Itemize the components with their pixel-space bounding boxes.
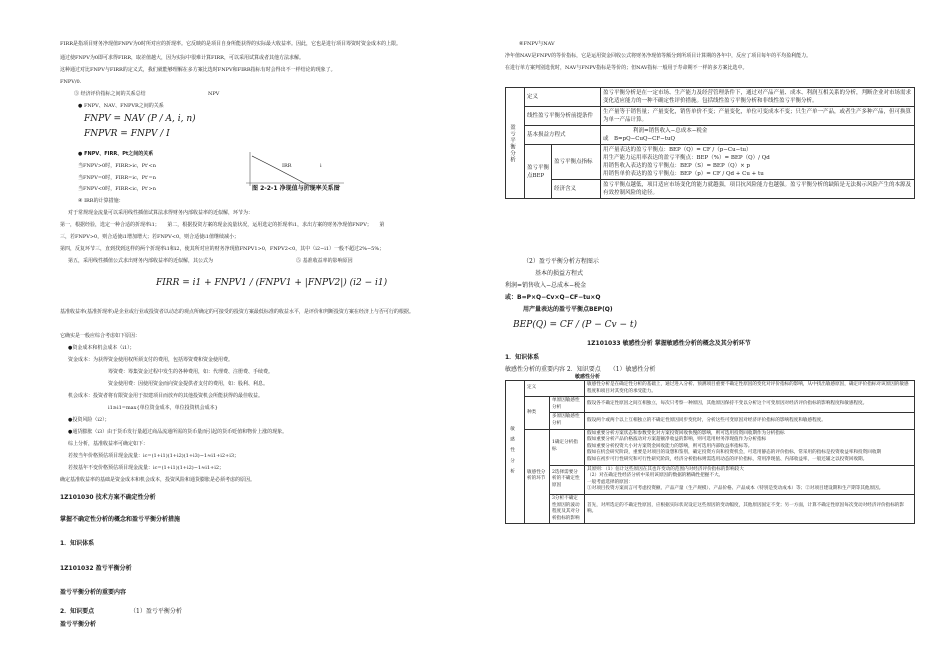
list-item: ●资金成本和机会成本（i1）； bbox=[68, 345, 135, 351]
paragraph: ⑤ 基准收益率的影响原因 bbox=[296, 258, 353, 264]
paragraph: 三，若FNPV>0，则合适使i1增加增大；若FNPV<0，则合适使i1值继续减小； bbox=[60, 234, 239, 240]
index-line: 用生产能力运用率表达的盈亏平衡点：BEP（%）= BEP（Q）/ Qd bbox=[603, 155, 770, 161]
paragraph: 在进行单方案判别选优时，NAV与FNPV指标是等价的；但NAV指标一般用于寿命期不一样的多方案比选中。 bbox=[505, 65, 748, 71]
table-row-label: 盈亏平衡点BEP bbox=[525, 145, 552, 199]
list-item: ●投资风险（i2）； bbox=[68, 417, 110, 423]
paragraph: 第一，根据经验，选定一种合适的折现率i1； 第二，根据投资方案的现金流量状况，运用选定的折现率i1，求出方案的财务净现值FNPV； 第 bbox=[60, 222, 385, 228]
step-line: 一般考虑选择的原因： bbox=[587, 479, 633, 485]
table-row-label: 种类 bbox=[525, 397, 550, 429]
paragraph: 第五，采用线性插值公式求出财务内部收益率的近似解，其公式为 bbox=[68, 258, 214, 264]
npv-curve-figure bbox=[240, 150, 350, 188]
table-cell: 假设各不确定性原因之间互相独立，每次只考察一种原因，其他原因保持不变以分析这个可变原因对经济评价指标的影响程度和敏感程度。 bbox=[585, 397, 915, 413]
section-heading: 盈亏平衡分析 bbox=[60, 621, 97, 628]
step-line: （2）对在确定性经济分析中采用该原因的数据的精确性把握不大。 bbox=[587, 473, 724, 479]
list-item: 资金使用费：因使用资金而向资金提供者支付的费用，如：股利、利息。 bbox=[108, 381, 269, 387]
table-row-label: 3分析不确定性原因的波动程度及其对分析指标的影响 bbox=[550, 494, 585, 523]
table-row-label: 定义 bbox=[525, 381, 585, 397]
tag: NPV bbox=[208, 91, 220, 97]
list-item: i1≥i1=max{单位资金成本，单位投资机会成本} bbox=[108, 405, 218, 411]
relation-line: 当FNPV<0时，FIRR<ic，Pt'>n bbox=[78, 186, 156, 192]
table-cell: 敏感性分析是在确定性分析的基础上，通过进入分析、预测项目重要不确定性原因的变化对评价指标的影响，从中找出敏感原因，确定评价指标对该原因的敏感程度和项目对其变化的承受能力。 bbox=[585, 381, 915, 397]
table-cell: 盈亏平衡点越低，项目适应市场变化的能力就越强，项目抗风险能力也越强。盈亏平衡分析的缺陷是无法揭示风险产生的本源及有效控制风险的途径。 bbox=[601, 180, 915, 199]
section-heading: 掌握不确定性分析的概念和盈亏平衡分析措施 bbox=[60, 516, 181, 523]
step-line: 假如在机会研究阶段，重要是对项目的设想和鉴别，确定投资方向和投资机会，可选用静态的评价指标，常采用的指标是投资收益率和投资回收期 bbox=[587, 450, 882, 456]
table-row-label: 定义 bbox=[525, 88, 601, 107]
table-cell: 盈亏平衡分析是在一定市场、生产能力及经营管理条件下，通过对产品产量、成本、利润互相关系的分析，判断企业对市场需求变化适应能力的一种不确定性评价措施。包括线性盈亏平衡分析和非线性盈亏平衡分析。 bbox=[601, 88, 915, 107]
paragraph: 净年值NAV是FNPV的等价指标，它是运用资金回收公式将财务净现值等额分到所项目计算期的各年中，反应了项目每年的平均盈利能力。 bbox=[505, 53, 812, 59]
table-cell bbox=[601, 145, 915, 180]
table-cell bbox=[585, 465, 915, 494]
formula-firr: FIRR = i1 + FNPV1 / (FNPV1 + |FNPV2|) (i2 − i1) bbox=[156, 278, 388, 288]
table-row-label: 基本损益方程式 bbox=[525, 126, 601, 145]
section-heading: 1Z101032 盈亏平衡分析 bbox=[60, 565, 132, 572]
section-heading: 1Z101030 技术方案不确定性分析 bbox=[60, 494, 156, 501]
paragraph: 或：B=P×Q−Cv×Q−CF−tu×Q bbox=[505, 294, 601, 301]
right-column bbox=[505, 0, 917, 672]
paragraph: 用产量表达的盈亏平衡点BEP(Q) bbox=[523, 306, 613, 313]
table-row-label: 敏感性分析的环节 bbox=[525, 429, 550, 524]
table-side-label: 盈亏平衡分析 bbox=[506, 88, 525, 199]
step-line: 假如在初步可行性研究和可行性研究阶段，经济分析指标则需选用动态的评价指标，常用净现值、内部收益率，一般还辅之以投资回收期。 bbox=[587, 456, 868, 462]
table-row-label: 盈亏平衡点指标 bbox=[552, 145, 601, 180]
table-cell: 假设两个或两个以上互相独立的不确定性原因同步变化时，分析这些可变原因对经济评价指标的影响程度和敏感程度。 bbox=[585, 413, 915, 429]
step-line: 假如重要分析方案状态和参数变化对方案投资回收快慢的影响，则可选用投资回收期作为分析指标 bbox=[587, 430, 785, 436]
section-heading: 1Z101033 敏感性分析 掌握敏感性分析的概念及其分析环节 bbox=[587, 340, 751, 347]
list-item: 若按当年价格预估项目现金流量：ic=(1+i1)(1+i2)(1+i3)−1≈i1+i2+i3； bbox=[68, 453, 240, 459]
paragraph: 确定基准收益率的基础是资金成本和机会成本，投资风险和通货膨胀是必须考虑的原因。 bbox=[60, 477, 256, 483]
table-row-label: 2选择需要分析的不确定性原因 bbox=[550, 465, 585, 494]
bullet-heading: ● FNPV、FIRR、Pt之间的关系 bbox=[78, 151, 154, 157]
sub-heading: ④ IRR的计算措施： bbox=[78, 198, 124, 204]
list-item: 若按基年不变价格预估项目现金流量：ic=(1+i1)(1+i2)−1≈i1+i2； bbox=[68, 465, 225, 471]
paragraph: 基准收益率(基准折现率)是企业或行业或投资者以动态的观点所确定的可接受的投资方案最低标准的收益水平，是评价和判断投资方案在经济上与否可行的根据。 bbox=[60, 309, 414, 315]
left-column bbox=[60, 0, 480, 672]
paragraph: FNPV/0. bbox=[60, 79, 82, 85]
index-line: 用销售单价表达的盈亏平衡点：BEP（p）= CF / Qd + Cu + tu bbox=[603, 171, 764, 177]
table-cell bbox=[585, 429, 915, 465]
sensitivity-table bbox=[505, 380, 915, 524]
formula-fnpvr: FNPVR = FNPV / I bbox=[84, 129, 170, 139]
paragraph: FIRR是指项目财务净现值FNPV为0时所对应的折现率。它反映的是项目自身所能获得的实际最大收益率。因此，它也是进行项目筹资时资金成本的上限。 bbox=[60, 41, 401, 47]
figure-caption: 图 2-2-1 净现值与折现率关系图 bbox=[252, 185, 340, 192]
sub-heading: ⑥FNPV与NAV bbox=[519, 41, 555, 47]
list-item: 资金成本：为获得资金使用权所须支付的费用，包括筹资费和资金使用费。 bbox=[68, 357, 234, 363]
table-cell bbox=[601, 126, 915, 145]
chart-label: i bbox=[320, 163, 322, 169]
list-item: ●通货膨胀（i3）由于货币发行量超过商品流通所需的货币量而引起的货币贬值和物价上涨的现象。 bbox=[68, 429, 288, 435]
table-row-label: 线性盈亏平衡分析前提条件 bbox=[525, 107, 601, 126]
breakeven-table bbox=[505, 87, 915, 199]
section-heading: 盈亏平衡分析的重要内容 bbox=[60, 589, 127, 596]
equation-line: 利润=销售收入−总成本−税金 bbox=[633, 128, 708, 134]
list-item: 筹资费：筹集资金过程中发生的各种费用，如：代理费、注册费、手续费。 bbox=[108, 369, 274, 375]
step-line: 其原则：（1）估计这些原因在其也许变动的范围内对经济评价指标的影响较大 bbox=[587, 466, 744, 472]
paragraph: 通过使FNPV为0即可求得FIRR，取差值越大，因为实际中很难计算FIRR，可以采用试算或者其他方法求解。 bbox=[60, 55, 304, 61]
section-heading: 1．知识体系 bbox=[60, 540, 95, 547]
sub-heading: （2）盈亏平衡分析方程图示 bbox=[523, 258, 599, 265]
section-heading: 敏感性分析的重要内容 2．知识要点 （1）敏感性分析 bbox=[505, 366, 656, 373]
paragraph: 对于常规现金流量可以采用线性插值试算法求得财务内部收益率的近似解，环节为： bbox=[68, 210, 254, 216]
relation-line: 当FNPV=0时，FIRR=ic，Pt'=n bbox=[78, 175, 156, 181]
step-line: 假如重要分析产品价格波动对方案超额净收益的影响，则可选用财务净现值作为分析指标 bbox=[587, 437, 767, 443]
formula-bep: BEP(Q) = CF / (P − Cv − t) bbox=[513, 320, 637, 330]
list-item: ③ 经济评价指标之间的关系总结 bbox=[74, 91, 146, 97]
paragraph: 这种通过对比FNPV与FIRR的定义式，我们就能够理解在多方案比选时FNPV和FIRR指标有时会得出不一样结论的现象了。 bbox=[60, 67, 336, 73]
step-line: ①对项目投资方案而言可考虑投资额、产品产量（生产规模）、产品价格、产品成本（特别是变动成本）等；②对项目建设期和生产期等其他原因。 bbox=[587, 486, 884, 492]
relation-line: 当FNPV>0时，FIRR>ic，Pt'<n bbox=[78, 163, 156, 169]
paragraph: 利润=销售收入−总成本−税金 bbox=[505, 282, 587, 289]
step-line: 假如重要分析投资大小对方案资金回收能力的影响，则可选用内部收益率指标等。 bbox=[587, 443, 753, 449]
list-item: 机会成本：投资者将有限资金用于拟建项目而放弃的其他投资机会所能获得的最佳收益。 bbox=[68, 393, 264, 399]
paragraph: 它确实是一般应综合考虑如下原因： bbox=[60, 333, 141, 339]
chart-label: IRR bbox=[282, 163, 292, 169]
section-heading: 1．知识体系 bbox=[505, 354, 540, 361]
list-item: 综上分析，基准收益率可确定如下： bbox=[68, 441, 149, 447]
table-cell: 首先，对所选定的不确定性原因，应根据实际状况设定这些原因的变动幅度，其他原因固定不变；另一方面，计算不确定性原因每次变动对经济评价指标的影响。 bbox=[585, 494, 915, 523]
section-heading: 2．知识要点 bbox=[60, 608, 95, 615]
section-heading: 敏感性分析 bbox=[575, 374, 601, 380]
paragraph: 基本的损益方程式 bbox=[535, 270, 584, 277]
equation-line: 或 B=pQ−CuQ−CF−tuQ bbox=[603, 136, 676, 142]
table-row-label: 单原因敏感性分析 bbox=[550, 397, 585, 413]
index-line: 用产量表达的盈亏平衡点：BEP（Q）= CF /（p−Cu−tu） bbox=[603, 147, 752, 153]
bullet-heading: ● FNPV、NAV、FNPVR之间的关系 bbox=[78, 103, 164, 109]
table-side-label: 敏感性分析 bbox=[506, 381, 525, 524]
paragraph: 第四，反复环节三，直到找到这样的两个折现率i1和i2，使其所对应的财务净现值FNPV1>0，FNPV2<0，其中（i2−i1）一般不超过2%−5%； bbox=[60, 246, 385, 252]
table-cell: 生产量等于销售量；产量变化，销售单价不变；产量变化，单位可变成本不变；只生产单一产品，或者生产多种产品，但可换算为单一产品计算。 bbox=[601, 107, 915, 126]
table-row-label: 1确定分析指标 bbox=[550, 429, 585, 465]
table-row-label: 多原因敏感性分析 bbox=[550, 413, 585, 429]
formula-fnpv-nav: FNPV = NAV (P / A, i, n) bbox=[84, 114, 196, 124]
section-heading: （1）盈亏平衡分析 bbox=[130, 608, 182, 615]
table-row-label: 经济含义 bbox=[552, 180, 601, 199]
index-line: 用销售收入表达的盈亏平衡点：BEP（S）= BEP（Q）× p bbox=[603, 163, 751, 169]
